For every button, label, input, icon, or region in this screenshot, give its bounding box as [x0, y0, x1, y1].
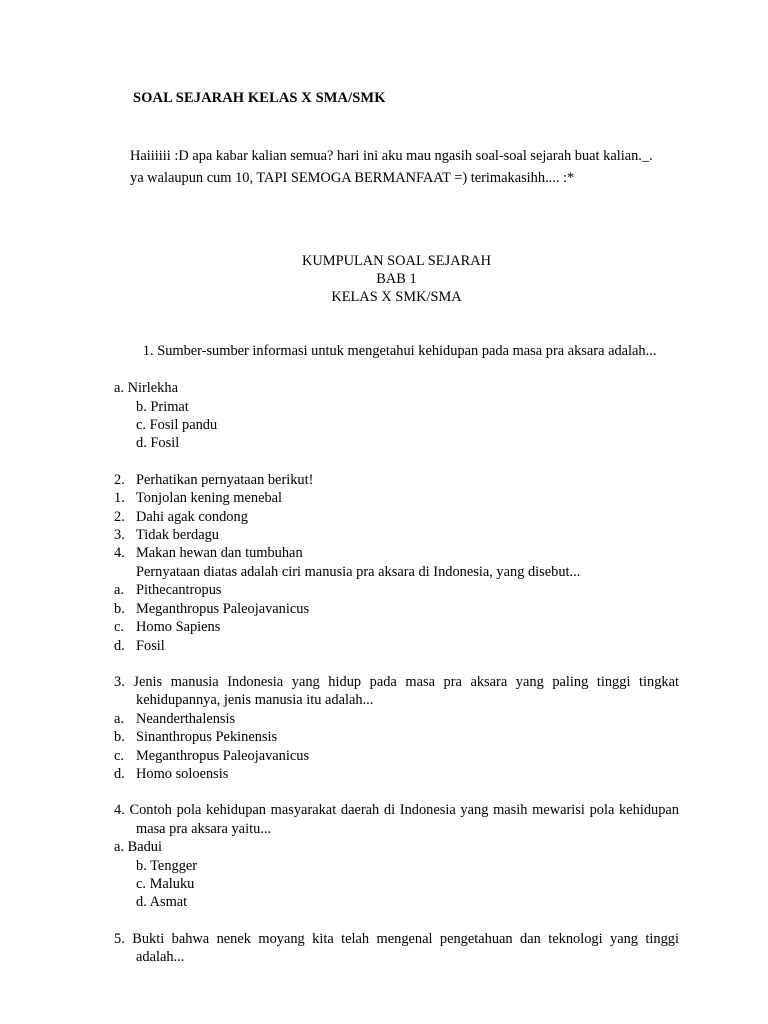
- option-marker: d.: [136, 894, 147, 911]
- question-text: Jenis manusia Indonesia yang hidup pada masa pra aksara yang paling tinggi tingkat kehidupannya, jenis manusia itu adalah...: [133, 673, 679, 709]
- option-label: Meganthropus Paleojavanicus: [136, 600, 310, 617]
- option-item[interactable]: [114, 838, 679, 856]
- option-marker: a.: [114, 582, 124, 599]
- option-item[interactable]: [114, 765, 679, 783]
- option-label: Pithecantropus: [136, 582, 222, 599]
- statement-marker: 3.: [114, 527, 125, 544]
- option-item[interactable]: [114, 728, 679, 746]
- option-label: Primat: [150, 398, 189, 415]
- statement-item: [114, 489, 679, 507]
- question-number: 5.: [114, 930, 125, 947]
- option-marker: b.: [136, 398, 147, 415]
- statement-item: [114, 508, 679, 526]
- page-title: SOAL SEJARAH KELAS X SMA/SMK: [133, 90, 386, 106]
- option-label: Fosil: [150, 435, 180, 452]
- heading-line-2: BAB 1: [376, 271, 417, 288]
- option-label: Meganthropus Paleojavanicus: [136, 747, 310, 764]
- option-label: Badui: [127, 839, 162, 856]
- option-marker: c.: [114, 619, 124, 636]
- statement-label: Tonjolan kening menebal: [136, 490, 283, 507]
- question-item: [114, 930, 679, 967]
- option-item[interactable]: [114, 893, 679, 911]
- option-item[interactable]: [114, 637, 679, 655]
- question-item: [114, 673, 679, 783]
- question-item: [114, 801, 679, 911]
- option-marker: a.: [114, 380, 124, 397]
- option-marker: a.: [114, 710, 124, 727]
- intro-paragraph: Haiiiiii :D apa kabar kalian semua? hari ini aku mau ngasih soal-soal sejarah buat kalian._. ya walaupun cum 10, TAPI SEMOGA BERMANFAAT =) terimakasihh.... :*: [130, 148, 653, 186]
- option-marker: d.: [136, 435, 147, 452]
- question-stem: [114, 801, 679, 838]
- question-text: Perhatikan pernyataan berikut!: [136, 471, 314, 488]
- question-item: [114, 324, 679, 453]
- option-item[interactable]: [114, 581, 679, 599]
- statement-label: Makan hewan dan tumbuhan: [136, 545, 303, 562]
- option-marker: d.: [114, 765, 125, 782]
- option-label: Maluku: [149, 875, 195, 892]
- option-marker: b.: [114, 729, 125, 746]
- option-marker: d.: [114, 637, 125, 654]
- statement-marker: 2.: [114, 508, 125, 525]
- option-item[interactable]: [114, 618, 679, 636]
- question-text: Bukti bahwa nenek moyang kita telah mengenal pengetahuan dan teknologi yang tinggi adalah...: [132, 930, 679, 966]
- question-text: Sumber-sumber informasi untuk mengetahui kehidupan pada masa pra aksara adalah...: [157, 343, 657, 360]
- option-item[interactable]: [114, 416, 679, 434]
- option-item[interactable]: [114, 710, 679, 728]
- option-item[interactable]: [114, 875, 679, 893]
- option-label: Fosil pandu: [149, 417, 218, 434]
- option-marker: b.: [136, 857, 147, 874]
- option-item[interactable]: [114, 398, 679, 416]
- heading-block: [114, 252, 679, 307]
- question-text: Contoh pola kehidupan masyarakat daerah di Indonesia yang masih mewarisi pola kehidupan masa pra aksara yaitu...: [129, 802, 680, 837]
- question-stem: [114, 324, 679, 379]
- heading-line-3: KELAS X SMK/SMA: [331, 289, 462, 306]
- question-number: 3.: [114, 673, 125, 690]
- question-followup: Pernyataan diatas adalah ciri manusia pra aksara di Indonesia, yang disebut...: [136, 563, 581, 580]
- option-label: Sinanthropus Pekinensis: [136, 729, 278, 746]
- option-item[interactable]: [114, 857, 679, 875]
- option-marker: a.: [114, 839, 124, 856]
- question-stem: [114, 471, 679, 489]
- statement-marker: 4.: [114, 545, 125, 562]
- option-marker: b.: [114, 600, 125, 617]
- statement-item: [114, 544, 679, 562]
- question-stem: [114, 930, 679, 967]
- question-list: [114, 324, 679, 985]
- question-number: 4.: [114, 802, 125, 819]
- option-marker: c.: [114, 747, 124, 764]
- heading-line-1: KUMPULAN SOAL SEJARAH: [302, 253, 491, 269]
- question-item: [114, 471, 679, 655]
- option-item[interactable]: [114, 379, 679, 397]
- option-label: Tengger: [150, 857, 198, 874]
- option-label: Fosil: [136, 637, 165, 654]
- option-label: Neanderthalensis: [136, 710, 236, 727]
- statement-label: Tidak berdagu: [136, 527, 220, 544]
- option-label: Homo soloensis: [136, 765, 229, 782]
- statement-item: [114, 526, 679, 544]
- option-marker: c.: [136, 875, 146, 892]
- option-item[interactable]: [114, 434, 679, 452]
- question-stem: [114, 673, 679, 710]
- statement-marker: 1.: [114, 490, 125, 507]
- option-item[interactable]: [114, 600, 679, 618]
- question-number: 2.: [114, 471, 125, 488]
- statement-label: Dahi agak condong: [136, 508, 248, 525]
- option-marker: c.: [136, 417, 146, 434]
- option-label: Homo Sapiens: [136, 619, 221, 636]
- question-number: 1.: [142, 343, 154, 360]
- option-label: Asmat: [149, 894, 188, 911]
- option-label: Nirlekha: [127, 380, 178, 397]
- option-item[interactable]: [114, 747, 679, 765]
